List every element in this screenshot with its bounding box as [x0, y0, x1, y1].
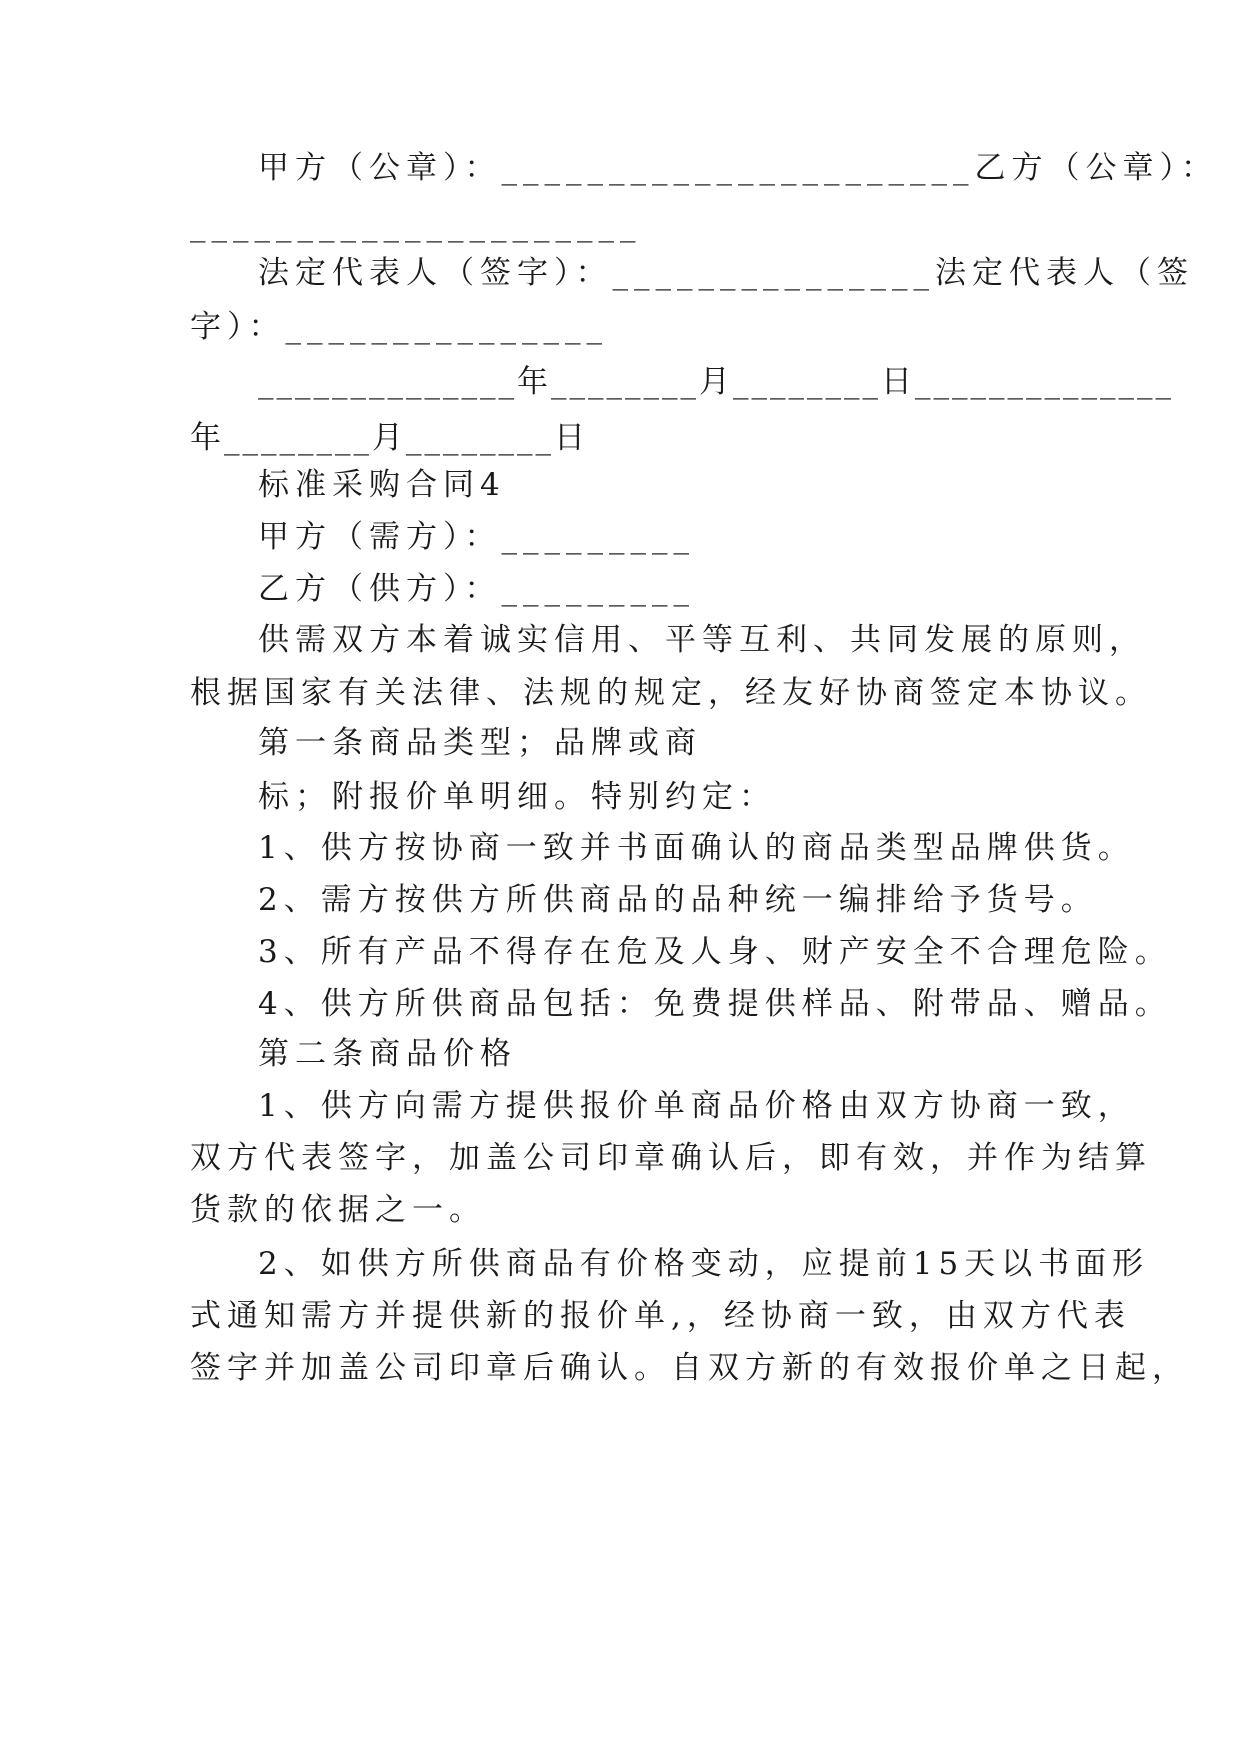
article-1-heading-cont: 标；附报价单明细。特别约定： — [258, 779, 776, 815]
date-line-b: 年________月________日 — [190, 420, 588, 456]
party-b-supplier: 乙方（供方）：_________ — [258, 571, 695, 607]
preamble-line-1: 供需双方本着诚实信用、平等互利、共同发展的原则， — [258, 622, 1146, 658]
legal-rep-signature-cont: 字）：_______________ — [190, 309, 608, 345]
article-2-item-2-line-2: 式通知需方并提供新的报价单,，经协商一致，由双方代表 — [190, 1298, 1131, 1334]
article-2-item-1-line-3: 货款的依据之一。 — [190, 1192, 486, 1228]
party-a-buyer: 甲方（需方）：_________ — [258, 519, 695, 555]
article-2-item-1-line-2: 双方代表签字，加盖公司印章确认后，即有效，并作为结算 — [190, 1140, 1152, 1176]
article-2-item-2-line-3: 签字并加盖公司印章后确认。自双方新的有效报价单之日起， — [190, 1350, 1189, 1386]
article-2-item-1-line-1: 1、供方向需方提供报价单商品价格由双方协商一致， — [258, 1088, 1135, 1124]
article-2-heading: 第二条商品价格 — [258, 1036, 517, 1072]
contract-title: 标准采购合同4 — [258, 467, 506, 503]
legal-rep-signature-line: 法定代表人（签字）：_______________法定代表人（签 — [258, 255, 1194, 291]
party-b-seal-blank: _____________________ — [190, 207, 642, 243]
party-a-seal-line: 甲方（公章）：______________________乙方（公章）： — [258, 150, 1218, 186]
article-1-item-2: 2、需方按供方所供商品的品种统一编排给予货号。 — [258, 882, 1098, 918]
article-1-item-3: 3、所有产品不得存在危及人身、财产安全不合理危险。 — [258, 934, 1172, 970]
article-1-heading: 第一条商品类型；品牌或商 — [258, 725, 702, 761]
article-2-item-2-line-1: 2、如供方所供商品有价格变动，应提前15天以书面形 — [258, 1246, 1150, 1282]
article-1-item-1: 1、供方按协商一致并书面确认的商品类型品牌供货。 — [258, 830, 1135, 866]
date-line-a: ______________年________月________日______________ — [258, 364, 1174, 400]
article-1-item-4: 4、供方所供商品包括：免费提供样品、附带品、赠品。 — [258, 986, 1172, 1022]
preamble-line-2: 根据国家有关法律、法规的规定，经友好协商签定本协议。 — [190, 675, 1152, 711]
